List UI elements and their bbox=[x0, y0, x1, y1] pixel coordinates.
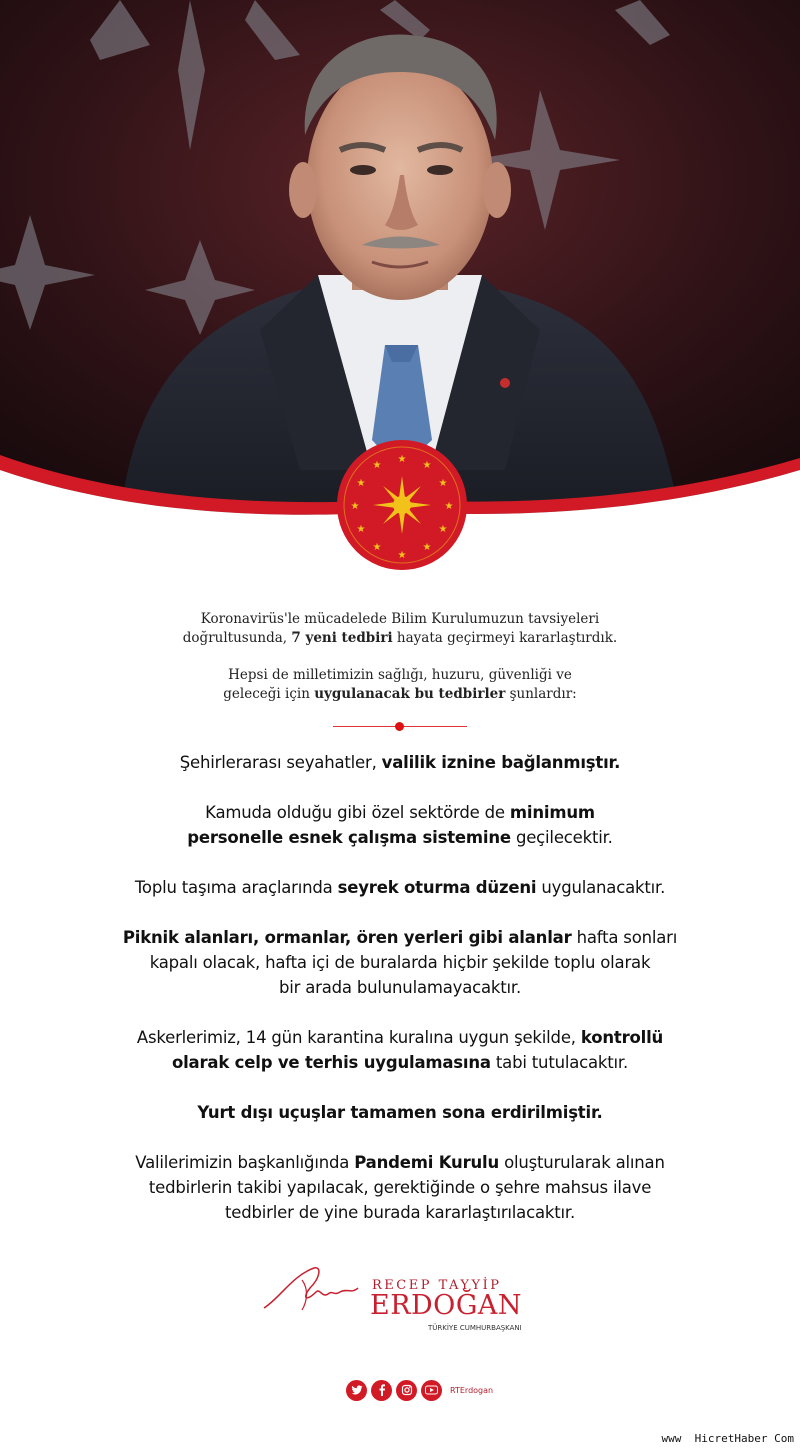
intro-paragraph-1: Koronavirüs'le mücadelede Bilim Kurulumuzun tavsiyeleri doğrultusunda, 7 yeni tedbiri hayata geçirmeyi kararlaştırdık. bbox=[182, 611, 618, 646]
svg-text:★: ★ bbox=[438, 478, 448, 489]
measure-item: Şehirlerarası seyahatler, valilik iznine bağlanmıştır. bbox=[179, 753, 621, 772]
presidential-seal bbox=[337, 440, 467, 570]
svg-text:★: ★ bbox=[422, 542, 432, 553]
svg-text:★: ★ bbox=[372, 542, 382, 553]
measures-list bbox=[60, 750, 740, 1250]
svg-text:★: ★ bbox=[356, 524, 366, 535]
measure-item: Kamuda olduğu gibi özel sektörde de minimum personelle esnek çalışma sistemine geçilecektir. bbox=[187, 803, 613, 847]
signature-last-name: ERDOĞAN bbox=[370, 1290, 523, 1321]
svg-text:★: ★ bbox=[372, 460, 382, 471]
social-links bbox=[346, 1379, 493, 1401]
signature-first-name: RECEP TAYYİP bbox=[372, 1278, 502, 1293]
seal-emblem-icon bbox=[337, 440, 467, 570]
intro-paragraph-2: Hepsi de milletimizin sağlığı, huzuru, güvenliği ve geleceği için uygulanacak bu tedbirler şunlardır: bbox=[223, 667, 577, 702]
svg-text:★: ★ bbox=[350, 501, 360, 512]
intro-statement bbox=[100, 610, 700, 722]
svg-text:★: ★ bbox=[397, 550, 407, 561]
svg-text:★: ★ bbox=[444, 501, 454, 512]
svg-text:★: ★ bbox=[422, 460, 432, 471]
svg-text:★: ★ bbox=[438, 524, 448, 535]
site-watermark: www HicretHaber Com bbox=[661, 1432, 794, 1445]
signature-title: TÜRKİYE CUMHURBAŞKANI bbox=[428, 1324, 522, 1332]
measure-item: Valilerimizin başkanlığında Pandemi Kurulu oluşturularak alınan tedbirlerin takibi yapılacak, gerektiğinde o şehre mahsus ilave tedbirler de yine burada kararlaştırılacaktır. bbox=[135, 1153, 665, 1222]
measure-item: Yurt dışı uçuşlar tamamen sona erdirilmiştir. bbox=[197, 1103, 603, 1122]
measure-item: Askerlerimiz, 14 gün karantina kuralına uygun şekilde, kontrollü olarak celp ve terhis uygulamasına tabi tutulacaktır. bbox=[136, 1028, 664, 1072]
measure-item: Toplu taşıma araçlarında seyrek oturma düzeni uygulanacaktır. bbox=[134, 878, 666, 897]
youtube-icon[interactable] bbox=[421, 1380, 442, 1401]
svg-text:★: ★ bbox=[397, 454, 407, 465]
section-divider bbox=[333, 721, 467, 731]
svg-text:★: ★ bbox=[356, 478, 366, 489]
instagram-icon[interactable] bbox=[396, 1380, 417, 1401]
signature-block bbox=[262, 1258, 542, 1338]
social-handle[interactable]: RTErdogan bbox=[450, 1385, 494, 1395]
divider-dot-icon bbox=[395, 722, 404, 731]
measure-item: Piknik alanları, ormanlar, ören yerleri gibi alanlar hafta sonları kapalı olacak, hafta içi de buralarda hiçbir şekilde toplu olarak bir arada bulunulamayacaktır. bbox=[122, 928, 678, 997]
twitter-icon[interactable] bbox=[346, 1380, 367, 1401]
facebook-icon[interactable] bbox=[371, 1380, 392, 1401]
